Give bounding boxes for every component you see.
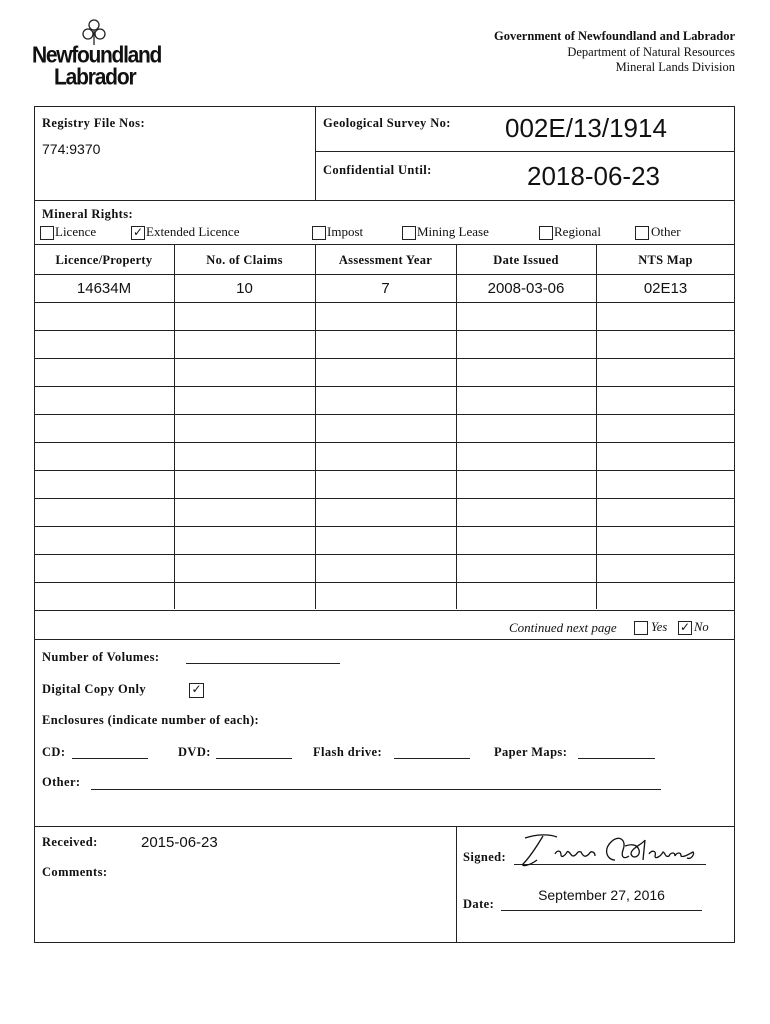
table-row-line — [34, 414, 735, 415]
col-divider-2 — [315, 244, 316, 609]
table-top-line — [34, 244, 735, 245]
confidential-label: Confidential Until: — [323, 163, 432, 177]
government-heading — [494, 29, 735, 76]
enclosures-label: Enclosures (indicate number of each): — [42, 713, 260, 727]
table-row-line — [34, 526, 735, 527]
volumes-bottom-line — [34, 826, 735, 827]
confidential-value[interactable]: 2018-06-23 — [527, 161, 660, 191]
top-divider — [315, 106, 316, 200]
table-row-line — [34, 554, 735, 555]
col-divider-3 — [456, 244, 457, 609]
comments-label: Comments: — [42, 865, 108, 879]
other-label: Other: — [42, 775, 81, 789]
table-row-line — [34, 302, 735, 303]
cell-date-issued[interactable]: 2008-03-06 — [487, 280, 565, 297]
continued-bottom-line — [34, 639, 735, 640]
header-nts-map: NTS Map — [638, 253, 693, 267]
licence-checkbox[interactable] — [40, 226, 54, 240]
department-name: Department of Natural Resources — [567, 44, 735, 59]
government-name: Government of Newfoundland and Labrador — [494, 29, 735, 43]
regional-checkbox[interactable] — [539, 226, 553, 240]
table-row-line — [34, 358, 735, 359]
date-label: Date: — [463, 897, 495, 911]
volumes-label: Number of Volumes: — [42, 650, 160, 664]
registry-value[interactable]: 774:9370 — [42, 141, 101, 157]
table-row-line — [34, 610, 735, 611]
signed-label: Signed: — [463, 850, 507, 864]
other-option-label: Other — [651, 224, 681, 239]
table-row-line — [34, 386, 735, 387]
mineral-rights-label: Mineral Rights: — [42, 207, 134, 221]
volumes-input[interactable] — [186, 663, 340, 664]
continued-label: Continued next page — [509, 620, 617, 635]
newfoundland-labrador-logo — [30, 18, 165, 91]
cell-licence-property[interactable]: 14634M — [76, 280, 132, 297]
table-row-line — [34, 470, 735, 471]
col-divider-4 — [596, 244, 597, 609]
geo-survey-value[interactable]: 002E/13/1914 — [505, 113, 667, 143]
flash-drive-input[interactable] — [394, 758, 470, 759]
geo-divider — [315, 151, 735, 152]
digital-copy-checkbox[interactable]: ✓ — [189, 683, 204, 698]
cell-nts-map[interactable]: 02E13 — [643, 280, 688, 297]
signature-image — [515, 830, 710, 872]
impost-checkbox[interactable] — [312, 226, 326, 240]
impost-option-label: Impost — [327, 224, 364, 239]
division-name: Mineral Lands Division — [615, 60, 735, 74]
mining-lease-checkbox[interactable] — [402, 226, 416, 240]
dvd-label: DVD: — [178, 745, 211, 759]
continued-no-checkbox[interactable]: ✓ — [679, 620, 691, 634]
header-date-issued: Date Issued — [493, 253, 559, 267]
continued-yes-checkbox[interactable] — [634, 621, 648, 635]
logo-word-labrador: Labrador — [54, 64, 136, 91]
signed-date-value[interactable]: September 27, 2016 — [538, 887, 665, 903]
paper-maps-label: Paper Maps: — [494, 745, 568, 759]
extended-licence-option-label: Extended Licence — [146, 224, 240, 239]
dvd-input[interactable] — [216, 758, 292, 759]
flash-drive-label: Flash drive: — [313, 745, 383, 759]
other-input[interactable] — [91, 789, 661, 790]
footer-divider — [456, 826, 457, 943]
extended-licence-checkbox[interactable]: ✓ — [132, 225, 144, 239]
geo-survey-label: Geological Survey No: — [323, 116, 451, 130]
table-row-line — [34, 582, 735, 583]
other-checkbox[interactable] — [635, 226, 649, 240]
logo-word-newfoundland: Newfoundland — [32, 42, 162, 69]
paper-maps-input[interactable] — [578, 758, 655, 759]
table-row-line — [34, 442, 735, 443]
digital-copy-label: Digital Copy Only — [42, 682, 147, 696]
header-no-of-claims: No. of Claims — [206, 253, 283, 267]
cell-no-of-claims[interactable]: 10 — [236, 280, 253, 297]
cd-input[interactable] — [72, 758, 148, 759]
registry-label: Registry File Nos: — [42, 116, 146, 130]
cd-label: CD: — [42, 745, 66, 759]
licence-option-label: Licence — [55, 224, 97, 239]
received-label: Received: — [42, 835, 98, 849]
continued-yes-label: Yes — [651, 620, 668, 634]
col-divider-1 — [174, 244, 175, 609]
regional-option-label: Regional — [554, 224, 601, 239]
table-row-line — [34, 498, 735, 499]
received-value[interactable]: 2015-06-23 — [141, 834, 218, 851]
header-licence-property: Licence/Property — [55, 253, 153, 267]
mining-lease-option-label: Mining Lease — [417, 224, 489, 239]
continued-no-label: No — [694, 620, 709, 634]
date-line[interactable] — [501, 910, 702, 911]
cell-assessment-year[interactable]: 7 — [381, 280, 390, 297]
table-header-line — [34, 274, 735, 275]
top-section-bottom — [34, 200, 735, 201]
table-row-line — [34, 330, 735, 331]
header-assessment-year: Assessment Year — [338, 253, 433, 267]
